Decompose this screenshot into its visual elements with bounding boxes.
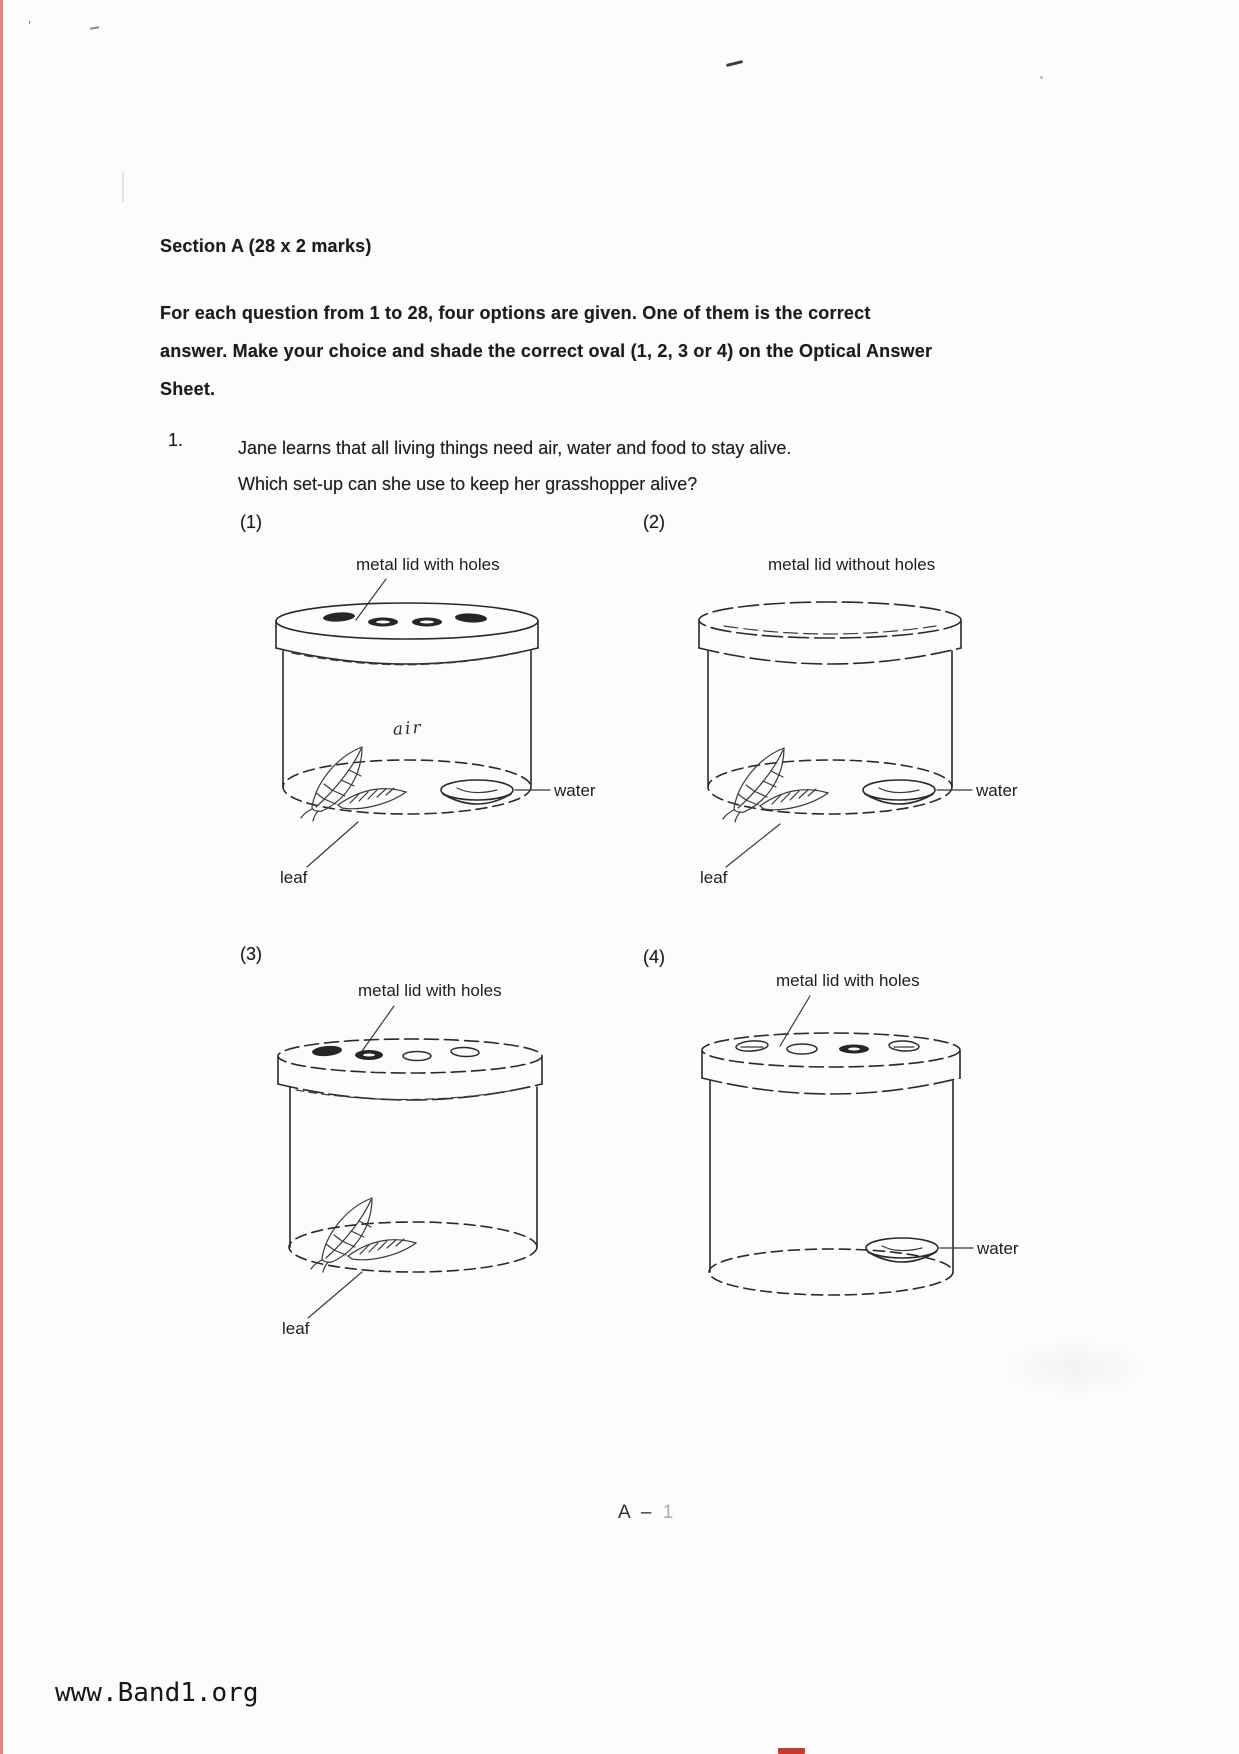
setup-diagram-2 [600,480,1040,900]
red-margin-line [0,0,3,1754]
scan-speck [1040,76,1043,79]
watermark-url: www.Band1.org [55,1678,259,1708]
leaf-label: leaf [282,1319,310,1338]
setup-diagram-1 [210,480,630,900]
water-label: water [977,1239,1019,1258]
scan-speck [90,26,99,30]
water-dish-icon [441,780,513,804]
pen-mark [726,60,743,67]
instructions-line-3: Sheet. [160,379,216,399]
leaf-label: leaf [280,868,308,887]
lid-label-3: metal lid with holes [358,981,502,1000]
jar-body [708,651,952,814]
jar-lid [276,603,538,665]
option-3-label: (3) [240,944,262,964]
leaf-leader-line [307,822,358,867]
leaf-sketch-icon [311,1198,416,1272]
leaf-sketch-icon [723,748,828,822]
jar-lid [702,1033,960,1094]
setup-diagram-3 [210,920,630,1360]
option-4-label: (4) [643,947,665,967]
air-label: air [392,717,424,740]
instructions-line-1: For each question from 1 to 28, four options are given. One of them is the correct [160,303,871,323]
instructions-line-2: answer. Make your choice and shade the correct oval (1, 2, 3 or 4) on the Optical Answer [160,341,933,361]
option-1-label: (1) [240,512,262,532]
question-text-line-1: Jane learns that all living things need air, water and food to stay alive. [238,438,792,458]
water-label: water [554,781,596,800]
footer-page-label [618,1502,676,1524]
water-dish-icon [863,780,935,804]
lid-label-1: metal lid with holes [356,555,500,574]
jar-lid [278,1039,542,1100]
leaf-sketch-icon [301,747,406,821]
footer-prefix: A – [618,1502,655,1523]
question-text-line-2: Which set-up can she use to keep her grasshopper alive? [238,474,698,494]
question-number: 1. [168,430,184,450]
scan-fold-mark [122,172,124,202]
lid-leader-line [360,1006,394,1054]
instructions [160,294,1120,408]
footer-page-number: 1 [662,1502,677,1523]
scan-speck: ʹ [26,17,32,34]
option-2-label: (2) [643,512,665,532]
leaf-label: leaf [700,868,728,887]
water-label: water [976,781,1018,800]
leaf-leader-line [726,824,780,867]
section-heading: Section A (28 x 2 marks) [160,236,372,256]
lid-leader-line [780,996,810,1046]
jar-lid [699,602,961,664]
scan-smudge [1000,1338,1150,1398]
red-edge-mark [778,1748,805,1754]
jar-body [709,1081,953,1295]
leaf-leader-line [308,1272,362,1318]
lid-label-4: metal lid with holes [776,971,920,990]
lid-leader-line [356,579,386,620]
setup-diagram-4 [600,920,1040,1340]
lid-label-2: metal lid without holes [768,555,936,574]
